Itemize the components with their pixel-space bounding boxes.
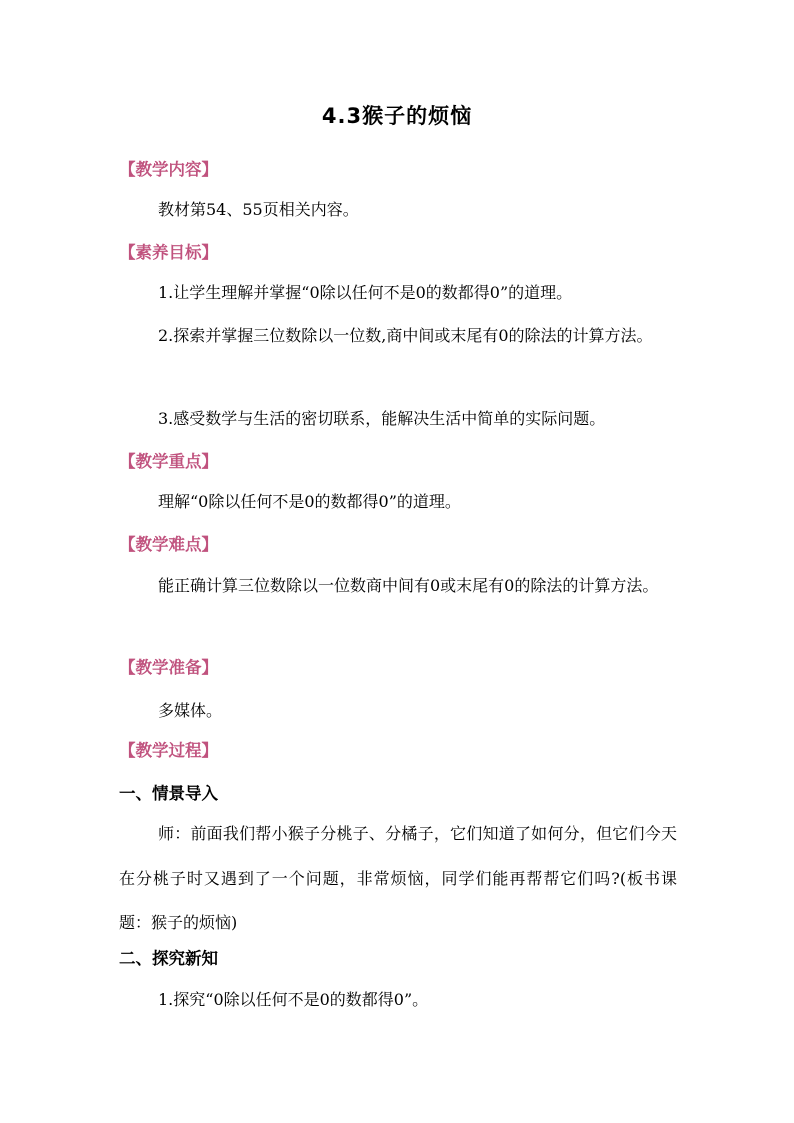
paragraph-preparation: 多媒体。 bbox=[158, 701, 223, 720]
paragraph-difficulties: 能正确计算三位数除以一位数商中间有0或末尾有0的除法的计算方法。 bbox=[158, 576, 659, 595]
heading-part-1: 一、情景导入 bbox=[119, 784, 218, 803]
heading-preparation: 【教学准备】 bbox=[119, 658, 218, 677]
page-title: 4.3猴子的烦恼 bbox=[321, 104, 473, 128]
paragraph-part-1: 师：前面我们帮小猴子分桃子、分橘子，它们知道了如何分，但它们今天在分桃子时又遇到了一个问题，非常烦恼，同学们能再帮帮它们吗?(板书课题：猴子的烦恼) bbox=[119, 824, 677, 932]
paragraph-part-2-item-1: 1.探究“0除以任何不是0的数都得0”。 bbox=[158, 990, 429, 1009]
heading-key-points: 【教学重点】 bbox=[119, 452, 218, 471]
heading-goals: 【素养目标】 bbox=[119, 243, 218, 262]
paragraph-goal-1: 1.让学生理解并掌握“0除以任何不是0的数都得0”的道理。 bbox=[158, 283, 573, 302]
paragraph-goal-3: 3.感受数学与生活的密切联系，能解决生活中简单的实际问题。 bbox=[158, 409, 606, 428]
heading-teaching-content: 【教学内容】 bbox=[119, 160, 218, 179]
heading-difficulties: 【教学难点】 bbox=[119, 535, 218, 554]
heading-process: 【教学过程】 bbox=[119, 741, 218, 760]
paragraph-teaching-content: 教材第54、55页相关内容。 bbox=[158, 200, 359, 219]
paragraph-goal-2: 2.探索并掌握三位数除以一位数,商中间或末尾有0的除法的计算方法。 bbox=[158, 326, 653, 345]
paragraph-key-points: 理解“0除以任何不是0的数都得0”的道理。 bbox=[158, 492, 461, 511]
heading-part-2: 二、探究新知 bbox=[119, 949, 218, 968]
